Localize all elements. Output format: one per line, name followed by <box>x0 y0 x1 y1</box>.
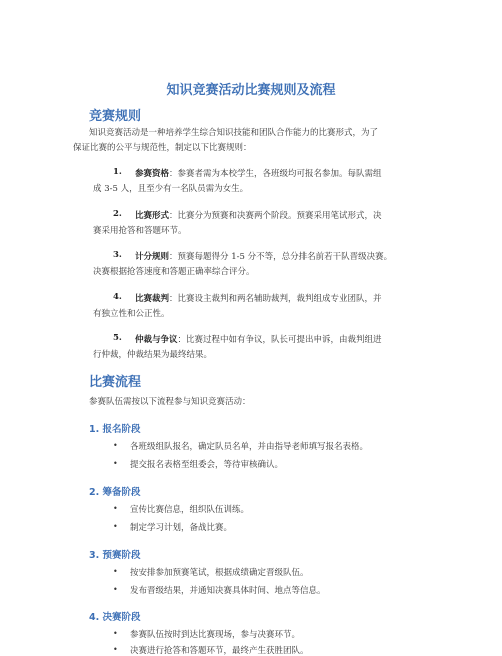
bullet-icon: • <box>113 504 118 513</box>
section-heading-process: 比赛流程 <box>89 375 142 390</box>
rule-number: 1. <box>113 167 122 177</box>
rule-label: 计分规则 <box>135 252 170 262</box>
rule-number: 2. <box>113 209 122 219</box>
bullet-icon: • <box>113 522 118 531</box>
rule-number: 5. <box>113 333 122 343</box>
bullet-icon: • <box>113 629 118 638</box>
stage-heading: 4. 决赛阶段 <box>89 612 141 623</box>
rule-label: 比赛形式 <box>135 211 170 221</box>
stage-heading: 2. 筹备阶段 <box>89 487 141 498</box>
rule-text-cont: 决赛根据抢答速度和答题正确率综合评分。 <box>93 267 255 277</box>
process-intro: 参赛队伍需按以下流程参与知识竞赛活动： <box>89 397 251 407</box>
rule-label: 比赛裁判 <box>135 294 170 304</box>
list-item: 参赛队伍按时到达比赛现场，参与决赛环节。 <box>130 630 301 640</box>
rule-label: 参赛资格 <box>135 169 170 179</box>
bullet-icon: • <box>113 441 118 450</box>
rule-item <box>135 250 392 262</box>
section-heading-rules: 竞赛规则 <box>89 109 142 124</box>
list-item: 按安排参加预赛笔试，根据成绩确定晋级队伍。 <box>130 568 309 578</box>
list-item: 提交报名表格至组委会，等待审核确认。 <box>130 460 284 470</box>
rule-text: ：参赛者需为本校学生，各班级均可报名参加。每队需组 <box>169 169 382 179</box>
rule-text: ：比赛分为预赛和决赛两个阶段。预赛采用笔试形式，决 <box>169 211 382 221</box>
rule-text-cont: 赛采用抢答和答题环节。 <box>93 226 187 236</box>
stage-heading: 3. 预赛阶段 <box>89 550 141 561</box>
bullet-icon: • <box>113 645 118 654</box>
rule-text-cont: 成 3-5 人，且至少有一名队员需为女生。 <box>93 184 249 194</box>
bullet-icon: • <box>113 567 118 576</box>
list-item: 各班级组队报名，确定队员名单，并由指导老师填写报名表格。 <box>130 442 369 452</box>
list-item: 制定学习计划，备战比赛。 <box>130 523 233 533</box>
rule-text: ：比赛设主裁判和两名辅助裁判，裁判组成专业团队，并 <box>169 294 382 304</box>
rules-intro-line2: 保证比赛的公平与规范性，制定以下比赛规则： <box>73 143 252 153</box>
rule-text: ：比赛过程中如有争议，队长可提出申诉，由裁判组进 <box>177 335 382 345</box>
rule-item <box>135 292 382 304</box>
bullet-icon: • <box>113 459 118 468</box>
rule-item <box>135 209 382 221</box>
rule-text-cont: 行仲裁，仲裁结果为最终结果。 <box>93 350 213 360</box>
rule-text-cont: 有独立性和公正性。 <box>93 309 170 319</box>
document-title: 知识竞赛活动比赛规则及流程 <box>166 83 336 98</box>
list-item: 发布晋级结果，并通知决赛具体时间、地点等信息。 <box>130 586 326 596</box>
bullet-icon: • <box>113 585 118 594</box>
rule-number: 4. <box>113 292 122 302</box>
rule-item <box>135 167 382 179</box>
rule-item <box>135 333 382 345</box>
list-item: 决赛进行抢答和答题环节，最终产生获胜团队。 <box>130 646 309 656</box>
rules-intro-line1: 知识竞赛活动是一种培养学生综合知识技能和团队合作能力的比赛形式，为了 <box>89 128 379 138</box>
rule-number: 3. <box>113 250 122 260</box>
stage-heading: 1. 报名阶段 <box>89 424 141 435</box>
list-item: 宣传比赛信息，组织队伍训练。 <box>130 505 250 515</box>
rule-text: ：预赛每题得分 1-5 分不等，总分排名前若干队晋级决赛。 <box>169 252 393 262</box>
rule-label: 仲裁与争议 <box>135 335 178 345</box>
